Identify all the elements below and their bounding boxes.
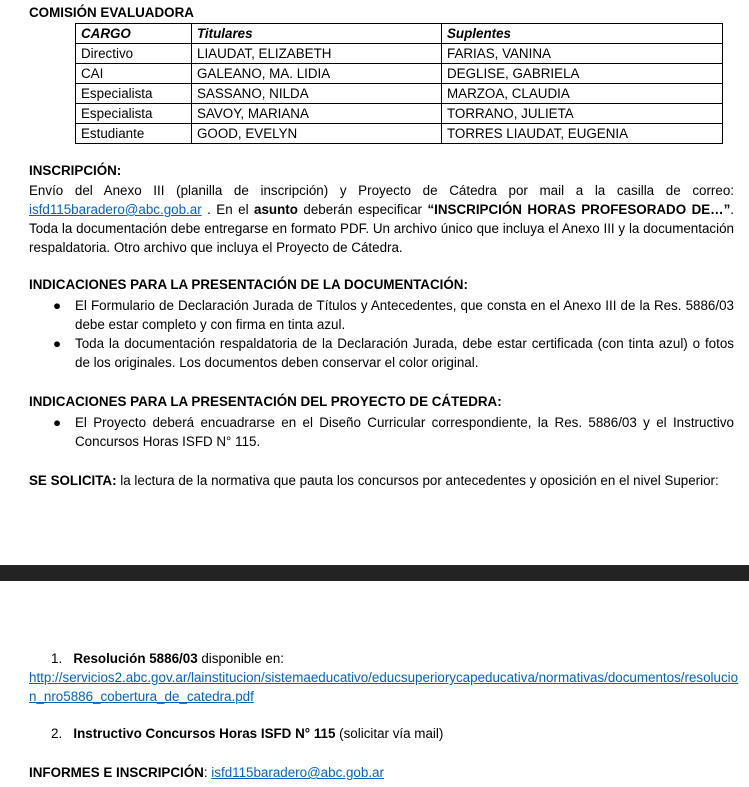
- list-item: [29, 296, 734, 334]
- cell-suplente: TORRES LIAUDAT, EUGENIA: [442, 124, 723, 144]
- list-item: [29, 413, 734, 451]
- table-header-row: [76, 24, 723, 44]
- normativa-item-2-title: Instructivo Concursos Horas ISFD N° 115: [73, 726, 336, 741]
- indicaciones-doc-list: [29, 296, 734, 372]
- normativa-url-block: [29, 668, 741, 706]
- bullet-icon: ●: [53, 298, 62, 313]
- inscripcion-text2: . En el: [201, 202, 255, 217]
- inscripcion-subject: “INSCRIPCIÓN HORAS PROFESORADO DE…”: [427, 202, 731, 217]
- inscripcion-email-link[interactable]: isfd115baradero@abc.gob.ar: [29, 202, 202, 217]
- commission-table: [75, 23, 723, 144]
- indicaciones-proy-heading: INDICACIONES PARA LA PRESENTACIÓN DEL PROYECTO DE CÁTEDRA:: [29, 394, 502, 409]
- informes-email-link[interactable]: isfd115baradero@abc.gob.ar: [211, 765, 384, 780]
- inscripcion-text3: deberán especificar: [297, 202, 428, 217]
- normativa-item-1: [51, 651, 284, 666]
- inscripcion-heading: INSCRIPCIÓN:: [29, 163, 122, 178]
- normativa-item-2: [51, 726, 443, 741]
- table-row: [76, 64, 723, 84]
- table-row: [76, 124, 723, 144]
- cell-titular: GALEANO, MA. LIDIA: [192, 64, 442, 84]
- bullet-icon: ●: [53, 336, 62, 351]
- cell-cargo: Directivo: [76, 44, 192, 64]
- header-titulares: Titulares: [192, 24, 442, 44]
- normativa-item-1-title: Resolución 5886/03: [73, 651, 198, 666]
- table-row: [76, 104, 723, 124]
- cell-cargo: Estudiante: [76, 124, 192, 144]
- cell-titular: SASSANO, NILDA: [192, 84, 442, 104]
- page-break-band: [0, 565, 749, 581]
- inscripcion-text1: Envío del Anexo III (planilla de inscripción) y Proyecto de Cátedra por mail a la casilla de correo:: [29, 183, 734, 198]
- solicita-paragraph: [29, 471, 734, 490]
- list-item-text: El Formulario de Declaración Jurada de Títulos y Antecedentes, que consta en el Anexo III de la Res. 5886/03 debe estar completo y con firma en tinta azul.: [75, 298, 734, 332]
- informes-label: INFORMES E INSCRIPCIÓN: [29, 765, 204, 780]
- solicita-text: la lectura de la normativa que pauta los concursos por antecedentes y oposición en el nivel Superior:: [116, 473, 719, 488]
- list-item: [29, 334, 734, 372]
- indicaciones-doc-heading: INDICACIONES PARA LA PRESENTACIÓN DE LA DOCUMENTACIÓN:: [29, 277, 468, 292]
- cell-titular: SAVOY, MARIANA: [192, 104, 442, 124]
- normativa-item-2-number: 2.: [51, 726, 63, 741]
- cell-suplente: MARZOA, CLAUDIA: [442, 84, 723, 104]
- cell-cargo: Especialista: [76, 104, 192, 124]
- list-item-text: El Proyecto deberá encuadrarse en el Diseño Curricular correspondiente, la Res. 5886/03 y el Instructivo Concursos Horas ISFD N° 115.: [75, 415, 734, 449]
- indicaciones-proy-list: [29, 413, 734, 451]
- table-row: [76, 44, 723, 64]
- normativa-item-2-text: (solicitar vía mail): [335, 726, 444, 741]
- inscripcion-paragraph: [29, 181, 734, 257]
- cell-cargo: CAI: [76, 64, 192, 84]
- header-suplentes: Suplentes: [442, 24, 723, 44]
- normativa-item-1-number: 1.: [51, 651, 63, 666]
- cell-cargo: Especialista: [76, 84, 192, 104]
- informes-separator: :: [203, 765, 212, 780]
- inscripcion-asunto: asunto: [254, 202, 298, 217]
- inscripcion-text4: . Toda la documentación debe entregarse en formato PDF. Un archivo único que incluya el Anexo III y la documentación respaldatoria. Otro archivo que incluya el Proyecto de Cátedra.: [29, 202, 735, 255]
- table-row: [76, 84, 723, 104]
- cell-suplente: FARIAS, VANINA: [442, 44, 723, 64]
- cell-titular: GOOD, EVELYN: [192, 124, 442, 144]
- resolucion-url-link[interactable]: http://servicios2.abc.gov.ar/lainstitucion/sistemaeducativo/educsuperiorycapeducativa/normativas/documentos/resolucion_nro5886_cobertura_de_catedra.pdf: [29, 670, 739, 704]
- list-item-text: Toda la documentación respaldatoria de la Declaración Jurada, debe estar certificada (con tinta azul) o fotos de los originales. Los documentos deben conservar el color original.: [75, 336, 734, 370]
- solicita-label: SE SOLICITA:: [29, 473, 117, 488]
- bullet-icon: ●: [53, 415, 62, 430]
- informes-line: [29, 765, 384, 780]
- cell-suplente: TORRANO, JULIETA: [442, 104, 723, 124]
- cell-titular: LIAUDAT, ELIZABETH: [192, 44, 442, 64]
- commission-heading: COMISIÓN EVALUADORA: [29, 5, 194, 20]
- header-cargo: CARGO: [76, 24, 192, 44]
- cell-suplente: DEGLISE, GABRIELA: [442, 64, 723, 84]
- normativa-item-1-text: disponible en:: [197, 651, 284, 666]
